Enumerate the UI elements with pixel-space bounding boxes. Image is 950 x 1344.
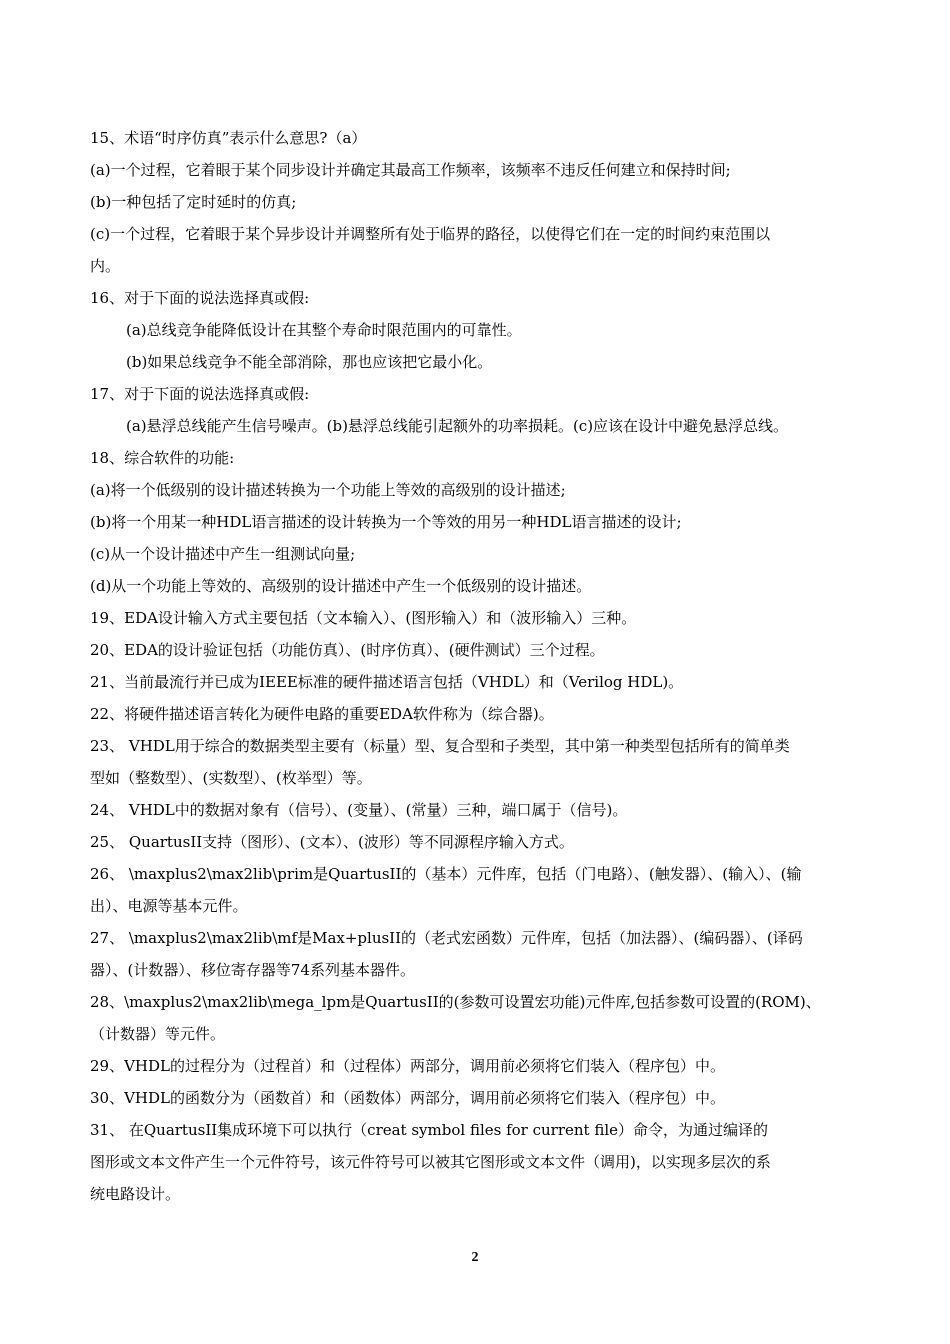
text-line: 22、将硬件描述语言转化为硬件电路的重要EDA软件称为（综合器)。 bbox=[90, 705, 554, 723]
text-line: (c)一个过程，它着眼于某个异步设计并调整所有处于临界的路径，以使得它们在一定的时间约束范围以 bbox=[90, 225, 771, 243]
text-line: 型如（整数型）、(实数型）、(枚举型）等。 bbox=[90, 769, 372, 787]
text-line: 29、VHDL的过程分为（过程首）和（过程体）两部分，调用前必须将它们装入（程序包）中。 bbox=[90, 1057, 725, 1075]
text-line: 23、 VHDL用于综合的数据类型主要有（标量）型、复合型和子类型，其中第一种类型包括所有的简单类 bbox=[90, 737, 790, 755]
text-line: （计数器）等元件。 bbox=[90, 1025, 226, 1043]
text-line: 27、 \maxplus2\max2lib\mf是Max+plusII的（老式宏函数）元件库，包括（加法器）、(编码器）、(译码 bbox=[90, 929, 803, 947]
text-line: 28、\maxplus2\max2lib\mega_lpm是QuartusII的(参数可设置宏功能)元件库,包括参数可设置的(ROM)、 bbox=[90, 993, 821, 1011]
text-line: 15、术语“时序仿真”表示什么意思?（a） bbox=[90, 129, 367, 147]
text-line: 内。 bbox=[90, 257, 121, 275]
text-line: (a)将一个低级别的设计描述转换为一个功能上等效的高级别的设计描述; bbox=[90, 481, 566, 499]
text-line: 17、对于下面的说法选择真或假: bbox=[90, 385, 310, 403]
text-line: (a)总线竞争能降低设计在其整个寿命时限范围内的可靠性。 bbox=[126, 321, 522, 339]
text-line: 31、 在QuartusII集成环境下可以执行（creat symbol files for current file）命令，为通过编译的 bbox=[90, 1121, 769, 1139]
text-line: 26、 \maxplus2\max2lib\prim是QuartusII的（基本）元件库，包括（门电路）、(触发器）、(输入）、(输 bbox=[90, 865, 802, 883]
text-line: 统电路设计。 bbox=[90, 1185, 181, 1203]
text-line: 21、当前最流行并已成为IEEE标准的硬件描述语言包括（VHDL）和（Verilog HDL)。 bbox=[90, 673, 684, 691]
text-line: 器）、(计数器）、移位寄存器等74系列基本器件。 bbox=[90, 961, 415, 979]
text-line: (b)将一个用某一种HDL语言描述的设计转换为一个等效的用另一种HDL语言描述的设计; bbox=[90, 513, 682, 531]
text-line: 16、对于下面的说法选择真或假: bbox=[90, 289, 310, 307]
text-line: 25、 QuartusII支持（图形）、(文本）、(波形）等不同源程序输入方式。 bbox=[90, 833, 574, 851]
text-line: (d)从一个功能上等效的、高级别的设计描述中产生一个低级别的设计描述。 bbox=[90, 577, 592, 595]
text-line: (a)悬浮总线能产生信号噪声。(b)悬浮总线能引起额外的功率损耗。(c)应该在设计中避免悬浮总线。 bbox=[126, 417, 789, 435]
text-line: 20、EDA的设计验证包括（功能仿真）、(时序仿真）、(硬件测试）三个过程。 bbox=[90, 641, 605, 659]
document-body bbox=[90, 122, 862, 1210]
page-number: 2 bbox=[471, 1250, 479, 1265]
text-line: 出）、电源等基本元件。 bbox=[90, 897, 248, 915]
text-line: 24、 VHDL中的数据对象有（信号）、(变量）、(常量）三种，端口属于（信号)。 bbox=[90, 801, 628, 819]
text-line: (a)一个过程，它着眼于某个同步设计并确定其最高工作频率，该频率不违反任何建立和保持时间; bbox=[90, 161, 731, 179]
text-line: 图形或文本文件产生一个元件符号，该元件符号可以被其它图形或文本文件（调用)，以实现多层次的系 bbox=[90, 1153, 771, 1171]
text-line: 30、VHDL的函数分为（函数首）和（函数体）两部分，调用前必须将它们装入（程序包）中。 bbox=[90, 1089, 725, 1107]
text-line: (c)从一个设计描述中产生一组测试向量; bbox=[90, 545, 356, 563]
text-line: (b)一种包括了定时延时的仿真; bbox=[90, 193, 297, 211]
text-line: 19、EDA设计输入方式主要包括（文本输入）、(图形输入）和（波形输入）三种。 bbox=[90, 609, 637, 627]
text-line: 18、综合软件的功能: bbox=[90, 449, 235, 467]
text-line: (b)如果总线竞争不能全部消除，那也应该把它最小化。 bbox=[126, 353, 493, 371]
